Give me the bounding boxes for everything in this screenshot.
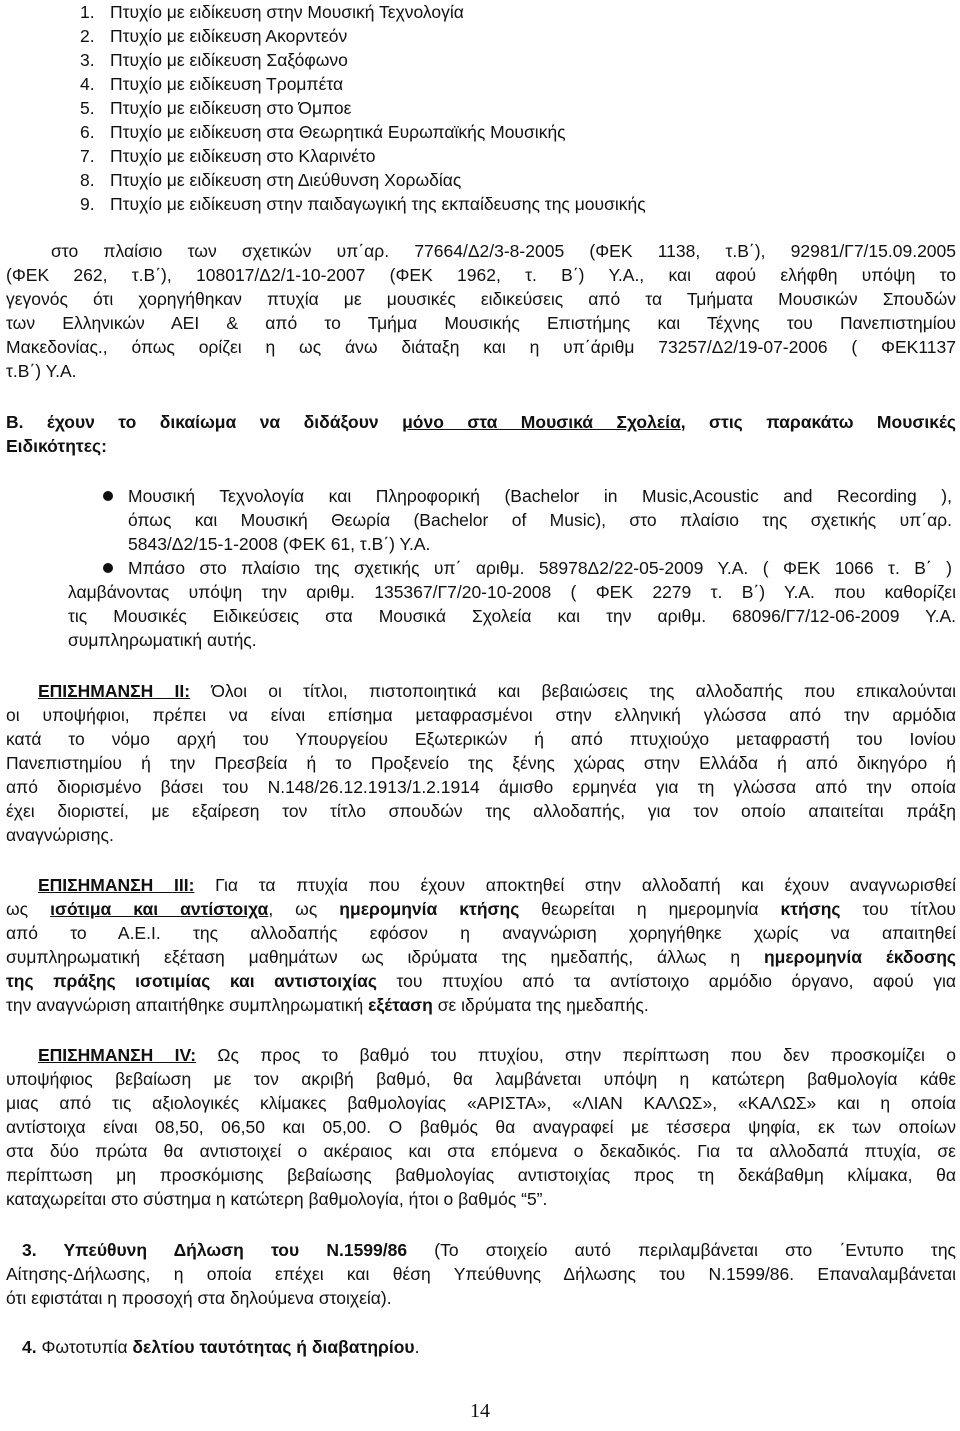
note-2-line: από διορισμένο βάσει του Ν.148/26.12.1913/1.2.1914 άμισθο ερμηνέα για τη γλώσσα από την οποία — [6, 777, 956, 797]
list-item: 5. Πτυχίο με ειδίκευση στο Όμποε — [80, 98, 352, 118]
list-item: 1. Πτυχίο με ειδίκευση στην Μουσική Τεχνολογία — [80, 2, 464, 22]
paragraph-line: (ΦΕΚ 262, τ.Β΄), 108017/Δ2/1-10-2007 (ΦΕΚ 1962, τ. Β΄) Υ.Α., και αφού ελήφθη υπόψη το — [6, 265, 956, 285]
note-3-line: από το Α.Ε.Ι. της αλλοδαπής εφόσον η αναγνώριση χορηγήθηκε χωρίς να απαιτηθεί — [6, 923, 956, 943]
bullet-line: όπως και Μουσική Θεωρία (Bachelor of Music), στο πλαίσιο της σχετικής υπ΄αρ. — [128, 510, 952, 530]
bullet-icon — [103, 491, 113, 501]
note-2-line: έχει διοριστεί, με εξαίρεση τον τίτλο σπουδών της αλλοδαπής, για τον οποίο απαιτείται πράξη — [6, 801, 956, 821]
bullet-line: συμπληρωματική αυτής. — [68, 630, 257, 650]
bullet-icon — [103, 563, 113, 573]
note-2-line: Πανεπιστημίου ή την Πρεσβεία ή το Προξενείο της ξένης χώρας στην Ελλάδα ή από δικηγόρο ή — [6, 753, 956, 773]
section-b-heading: Β. έχουν το δικαίωμα να διδάξουν μόνο στα Μουσικά Σχολεία, στις παρακάτω Μουσικές — [6, 412, 956, 432]
bullet-line: Μπάσο στο πλαίσιο της σχετικής υπ΄ αριθμ. 58978Δ2/22-05-2009 Υ.Α. ( ΦΕΚ 1066 τ. Β΄ ) — [128, 558, 952, 578]
note-3-line: συμπληρωματική εξέταση μαθημάτων ως ιδρύματα της ημεδαπής, άλλως η ημερομηνία έκδοσης — [6, 947, 956, 967]
note-4-line: στα δύο πρώτα θα αντιστοιχεί ο ακέραιος και στα επόμενα ο δεκαδικός. Για τα αλλοδαπά πτυχία, σε — [6, 1141, 956, 1161]
note-4-line: ΕΠΙΣΗΜΑΝΣΗ IV: Ως προς το βαθμό του πτυχίου, στην περίπτωση που δεν προσκομίζει ο — [38, 1045, 956, 1065]
item-3-line: 3. Υπεύθυνη Δήλωση του Ν.1599/86 (Το στοιχείο αυτό περιλαμβάνεται στο ΄Εντυπο της — [22, 1240, 956, 1260]
bullet-line: λαμβάνοντας υπόψη την αριθμ. 135367/Γ7/20-10-2008 ( ΦΕΚ 2279 τ. Β΄) Υ.Α. που καθορίζει — [68, 582, 956, 602]
note-4-line: αντίστοιχα είναι 08,50, 06,50 και 05,00. Ο βαθμός θα αναγραφεί με τέσσερα ψηφία, εκ των οποίων — [6, 1117, 956, 1137]
bullet-line: τις Μουσικές Ειδικεύσεις στα Μουσικά Σχολεία και την αριθμ. 68096/Γ7/12-06-2009 Υ.Α. — [68, 606, 956, 626]
list-item: 8. Πτυχίο με ειδίκευση στη Διεύθυνση Χορωδίας — [80, 170, 462, 190]
item-3-line: ότι εφιστάται η προσοχή στα δηλούμενα στοιχεία). — [6, 1288, 392, 1308]
bullet-line: 5843/Δ2/15-1-2008 (ΦΕΚ 61, τ.Β΄) Υ.Α. — [128, 534, 431, 554]
item-3-line: Αίτησης-Δήλωσης, η οποία επέχει και θέση Υπεύθυνης Δήλωσης του Ν.1599/86. Επαναλαμβάνεται — [6, 1264, 956, 1284]
section-b-heading-line2: Ειδικότητες: — [6, 436, 107, 456]
note-3-line: την αναγνώριση απαιτήθηκε συμπληρωματική εξέταση σε ιδρύματα της ημεδαπής. — [6, 995, 649, 1015]
note-4-line: υποψήφιος βεβαίωση με τον ακριβή βαθμό, θα λαμβάνεται υπόψη η κατώτερη βαθμολογία κάθε — [6, 1069, 956, 1089]
list-item: 4. Πτυχίο με ειδίκευση Τρομπέτα — [80, 74, 344, 94]
note-3-heading: ΕΠΙΣΗΜΑΝΣΗ ΙΙΙ: — [38, 875, 195, 895]
list-item: 7. Πτυχίο με ειδίκευση στο Κλαρινέτο — [80, 146, 376, 166]
note-4-heading: ΕΠΙΣΗΜΑΝΣΗ IV: — [38, 1045, 197, 1065]
paragraph-line: στο πλαίσιο των σχετικών υπ΄αρ. 77664/Δ2/3-8-2005 (ΦΕΚ 1138, τ.Β΄), 92981/Γ7/15.09.2005 — [51, 241, 956, 261]
paragraph-line: τ.Β΄) Υ.Α. — [6, 361, 77, 381]
page-number: 14 — [470, 1400, 490, 1422]
note-3-line: ως ισότιμα και αντίστοιχα, ως ημερομηνία κτήσης θεωρείται η ημερομηνία κτήσης του τίτλου — [6, 899, 956, 919]
bullet-line: Μουσική Τεχνολογία και Πληροφορική (Bachelor in Music,Acoustic and Recording ), — [128, 486, 952, 506]
note-3-line: ΕΠΙΣΗΜΑΝΣΗ ΙΙΙ: Για τα πτυχία που έχουν αποκτηθεί στην αλλοδαπή και έχουν αναγνωρισθεί — [38, 875, 956, 895]
note-2-line: αναγνώρισης. — [6, 825, 114, 845]
note-2-line: ΕΠΙΣΗΜΑΝΣΗ ΙΙ: Όλοι οι τίτλοι, πιστοποιητικά και βεβαιώσεις της αλλοδαπής που επικαλούνται — [38, 681, 956, 701]
note-4-line: μιας από τις αξιολογικές κλίμακες βαθμολογίας «ΑΡΙΣΤΑ», «ΛΙΑΝ ΚΑΛΩΣ», «ΚΑΛΩΣ» και η οποία — [6, 1093, 956, 1113]
list-item: 2. Πτυχίο με ειδίκευση Ακορντεόν — [80, 26, 348, 46]
list-item: 9. Πτυχίο με ειδίκευση στην παιδαγωγική της εκπαίδευσης της μουσικής — [80, 194, 646, 214]
list-item: 6. Πτυχίο με ειδίκευση στα Θεωρητικά Ευρωπαϊκής Μουσικής — [80, 122, 566, 142]
note-2-heading: ΕΠΙΣΗΜΑΝΣΗ ΙΙ: — [38, 681, 191, 701]
note-4-line: περίπτωση μη προσκόμισης βεβαίωσης βαθμολογίας αντιστοιχίας προς τη δεκάβαθμη κλίμακα, θα — [6, 1165, 956, 1185]
paragraph-line: των Ελληνικών ΑΕΙ & από το Τμήμα Μουσικής Επιστήμης και Τέχνης του Πανεπιστημίου — [6, 313, 956, 333]
note-4-line: καταχωρείται στο σύστημα η κατώτερη βαθμολογία, ήτοι ο βαθμός “5”. — [6, 1189, 548, 1209]
note-2-line: οι υποψήφιοι, πρέπει να είναι επίσημα μεταφρασμένοι στην ελληνική γλώσσα από την αρμόδια — [6, 705, 956, 725]
note-2-line: κατά το νόμο αρχή του Υπουργείου Εξωτερικών ή από πτυχιούχο μεταφραστή του Ιονίου — [6, 729, 956, 749]
item-4-line: 4. Φωτοτυπία δελτίου ταυτότητας ή διαβατηρίου. — [22, 1337, 420, 1357]
note-3-line: της πράξης ισοτιμίας και αντιστοιχίας του πτυχίου από τα αντίστοιχο αρμόδιο όργανο, αφού για — [6, 971, 956, 991]
paragraph-line: γεγονός ότι χορηγήθηκαν πτυχία με μουσικές ειδικεύσεις από τα Τμήματα Μουσικών Σπουδών — [6, 289, 956, 309]
item-3-heading: 3. Υπεύθυνη Δήλωση του Ν.1599/86 — [22, 1240, 408, 1260]
list-item: 3. Πτυχίο με ειδίκευση Σαξόφωνο — [80, 50, 348, 70]
paragraph-line: Μακεδονίας., όπως ορίζει η ως άνω διάταξη και η υπ΄άριθμ 73257/Δ2/19-07-2006 ( ΦΕΚ1137 — [6, 337, 956, 357]
